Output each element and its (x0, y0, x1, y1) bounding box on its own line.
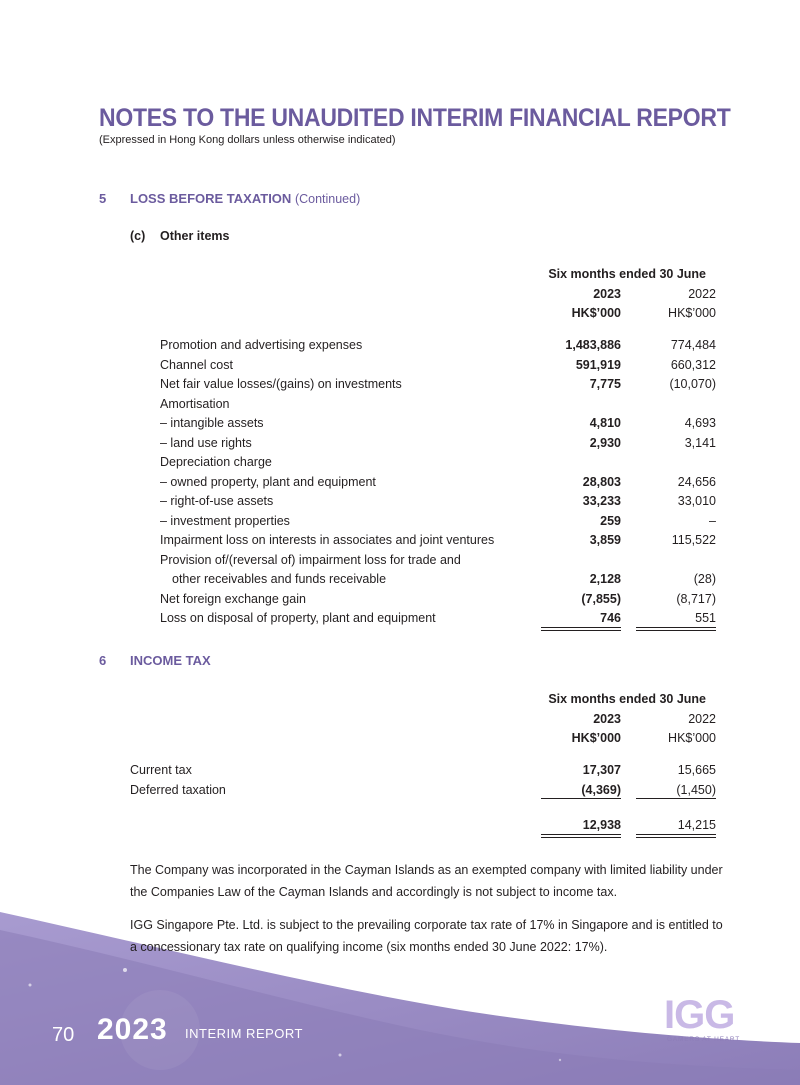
value-2022: (1,450) (676, 782, 716, 797)
table-row (160, 453, 520, 471)
value-2022: (28) (693, 572, 716, 586)
table-row (160, 414, 520, 432)
cell-2022 (620, 453, 716, 471)
cell-2022 (620, 512, 716, 530)
cell-2023 (520, 531, 621, 549)
table-row (160, 609, 520, 627)
cell-2023 (520, 551, 621, 569)
cell-2023 (520, 590, 621, 608)
value-2023: 591,919 (575, 357, 621, 372)
tax-paragraph-1: The Company was incorporated in the Cayman Islands as an exempted company with limited liability under the Companies Law of the Cayman Islands and accordingly is not subject to income tax. (130, 863, 723, 899)
page-number: 70 (52, 1024, 75, 1046)
value-2023: 28,803 (582, 474, 621, 489)
cell-2022 (620, 434, 716, 452)
cell-2023 (520, 434, 621, 452)
table-row (160, 512, 520, 530)
value-2022: 3,141 (684, 435, 716, 450)
cell-2022 (620, 395, 716, 413)
tax-year-prior-header: 2022 (688, 712, 716, 726)
table-row (160, 336, 520, 354)
year-prior-header: 2022 (688, 287, 716, 301)
cell-2023 (520, 375, 621, 393)
cell-2022 (620, 531, 716, 549)
row-label: Loss on disposal of property, plant and equipment (160, 611, 436, 625)
table-row (130, 761, 510, 779)
cell-2023 (520, 453, 621, 471)
value-2022: 33,010 (677, 494, 716, 508)
value-2023: 2,128 (589, 572, 621, 586)
row-label: – right-of-use assets (160, 494, 274, 508)
tax-total-2022 (620, 816, 716, 834)
value-2023: 3,859 (589, 533, 621, 547)
cell-2022 (620, 336, 716, 354)
tax-total-rule-2023-b (541, 837, 621, 838)
tax-unit-prior-header: HK$’000 (668, 731, 716, 745)
row-label: Amortisation (160, 396, 230, 411)
value-2022: – (709, 513, 716, 528)
cell-2023 (520, 492, 621, 510)
row-label: Impairment loss on interests in associates and joint ventures (160, 533, 495, 547)
table-row (160, 375, 520, 393)
value-2022: (10,070) (669, 377, 716, 391)
row-label: Net foreign exchange gain (160, 591, 306, 606)
cell-2023 (520, 781, 621, 799)
unit-prior-header: HK$’000 (668, 306, 716, 320)
tax-paragraph-2: IGG Singapore Pte. Ltd. is subject to the prevailing corporate tax rate of 17% in Singapore and is entitled to a concessionary tax rate on qualifying income (six months ended 30 June 2022: 17%). (130, 918, 723, 954)
table-row (160, 434, 520, 452)
row-label: Provision of/(reversal of) impairment loss for trade and (160, 552, 461, 567)
cell-2022 (620, 492, 716, 510)
section-5-title-text: LOSS BEFORE TAXATION (130, 191, 292, 206)
tax-total-rule-2023-a (541, 834, 621, 835)
value-2022: 24,656 (677, 474, 716, 489)
value-2022: 115,522 (671, 533, 716, 547)
cell-2022 (620, 551, 716, 569)
subtotal-rule-2022 (636, 798, 716, 799)
table-row (160, 473, 520, 491)
table-row (160, 492, 520, 510)
tax-period-header: Six months ended 30 June (548, 692, 706, 706)
value-2023: 1,483,886 (565, 338, 621, 352)
value-2022: 15,665 (677, 763, 716, 777)
cell-2023 (520, 512, 621, 530)
cell-2022 (620, 473, 716, 491)
value-2023: 33,233 (582, 494, 621, 508)
year-current-header: 2023 (593, 287, 621, 301)
row-label: – owned property, plant and equipment (160, 474, 376, 489)
row-label: Deferred taxation (130, 782, 226, 797)
logo-tagline: GAMERS AT HEART (667, 1036, 741, 1043)
cell-2022 (620, 609, 716, 627)
total-rule-2022-a (636, 627, 716, 628)
table-row (160, 356, 520, 374)
subsection-label: (c) (130, 229, 146, 243)
section-6-title: INCOME TAX (130, 653, 211, 668)
subsection-title: Other items (160, 229, 230, 243)
igg-logo: IGG (664, 993, 735, 1037)
cell-2022 (620, 356, 716, 374)
page-title: NOTES TO THE UNAUDITED INTERIM FINANCIAL REPORT (99, 104, 731, 132)
value-2023: (7,855) (581, 591, 621, 606)
tax-unit-current-header: HK$’000 (571, 731, 621, 745)
report-year: 2023 (97, 1013, 168, 1046)
section-5-title (130, 191, 360, 206)
row-label: – investment properties (160, 513, 290, 528)
value-2022: 551 (695, 611, 716, 625)
value-2023: 259 (600, 513, 621, 528)
table-row (160, 531, 520, 549)
row-label: Channel cost (160, 357, 233, 372)
value-2022: 4,693 (684, 416, 716, 430)
cell-2022 (620, 570, 716, 588)
cell-2023 (520, 395, 621, 413)
table-row (160, 590, 520, 608)
period-header: Six months ended 30 June (548, 267, 706, 281)
value-2022: 774,484 (670, 338, 716, 352)
value-2023: 17,307 (582, 763, 621, 777)
table-row (160, 551, 520, 569)
total-rule-2022-b (636, 630, 716, 631)
row-label: other receivables and funds receivable (172, 572, 387, 586)
report-label: INTERIM REPORT (185, 1026, 303, 1041)
row-label: Depreciation charge (160, 455, 272, 469)
page-subtitle: (Expressed in Hong Kong dollars unless otherwise indicated) (99, 134, 396, 146)
tax-total-2023 (520, 816, 621, 834)
tax-total-2023-value: 12,938 (582, 818, 621, 832)
cell-2023 (520, 356, 621, 374)
cell-2022 (620, 375, 716, 393)
cell-2023 (520, 473, 621, 491)
section-5-continued: (Continued) (294, 192, 361, 206)
row-label: Net fair value losses/(gains) on investments (160, 377, 402, 391)
row-label: – intangible assets (160, 416, 264, 430)
table-row (172, 570, 532, 588)
value-2023: 2,930 (589, 435, 621, 450)
tax-total-rule-2022-a (636, 834, 716, 835)
tax-total-2022-value: 14,215 (677, 818, 716, 832)
value-2022: 660,312 (670, 357, 716, 372)
value-2023: 746 (600, 611, 621, 625)
table-row (130, 781, 510, 799)
cell-2023 (520, 570, 621, 588)
cell-2022 (620, 761, 716, 779)
section-5-number: 5 (99, 191, 107, 206)
table-row (160, 395, 520, 413)
tax-total-rule-2022-b (636, 837, 716, 838)
row-label: – land use rights (160, 435, 252, 450)
value-2022: (8,717) (676, 591, 716, 606)
cell-2022 (620, 781, 716, 799)
cell-2022 (620, 590, 716, 608)
unit-current-header: HK$’000 (571, 306, 621, 320)
cell-2023 (520, 609, 621, 627)
value-2023: (4,369) (581, 782, 621, 797)
cell-2023 (520, 336, 621, 354)
total-rule-2023-b (541, 630, 621, 631)
total-rule-2023-a (541, 627, 621, 628)
section-6-number: 6 (99, 653, 107, 668)
value-2023: 7,775 (589, 377, 621, 391)
value-2023: 4,810 (589, 416, 621, 430)
cell-2023 (520, 414, 621, 432)
row-label: Promotion and advertising expenses (160, 338, 363, 352)
row-label: Current tax (130, 763, 192, 777)
cell-2023 (520, 761, 621, 779)
tax-year-current-header: 2023 (593, 712, 621, 726)
subtotal-rule-2023 (541, 798, 621, 799)
cell-2022 (620, 414, 716, 432)
